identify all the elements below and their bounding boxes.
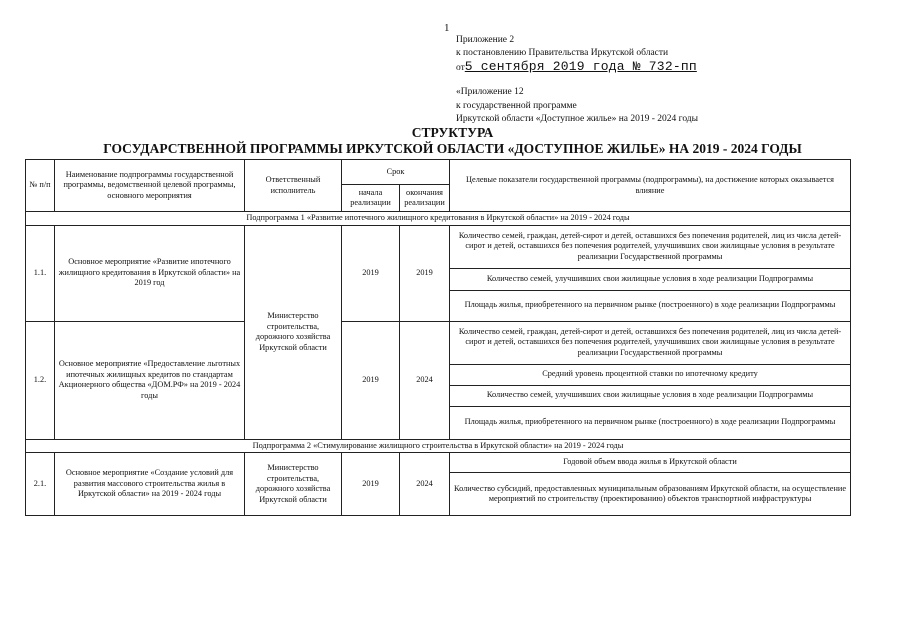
document-title: СТРУКТУРА: [411, 125, 494, 140]
row-1-1-start: 2019: [342, 225, 400, 321]
header-end: окончания реализации: [400, 185, 450, 212]
row-1-2-end: 2024: [400, 321, 450, 439]
row-1-2-indicator-1: Количество семей, граждан, детей-сирот и детей, оставшихся без попечения родителей, лиц из числа детей-сирот и детей, оставшихся без попечения родителей, улучшивших свои жилищные условия в результате реализации Государственной программы: [450, 321, 851, 364]
appendix2-line3: Иркутской области «Доступное жилье» на 2019 - 2024 годы: [456, 114, 699, 124]
table-row: [26, 225, 851, 268]
header-indicators: Целевые показатели государственной программы (подпрограммы), на достижение которых оказывается влияние: [450, 160, 851, 212]
document-subtitle: ГОСУДАРСТВЕННОЙ ПРОГРАММЫ ИРКУТСКОЙ ОБЛАСТИ «ДОСТУПНОЕ ЖИЛЬЕ» НА 2019 - 2024 ГОДЫ: [103, 141, 802, 156]
subprogram-2-title: Подпрограмма 2 «Стимулирование жилищного строительства в Иркутской области» на 2019 - 2024 годы: [26, 439, 851, 453]
row-1-1-indicator-2: Количество семей, улучшивших свои жилищные условия в ходе реализации Подпрограммы: [450, 268, 851, 290]
row-1-2-name: Основное мероприятие «Предоставление льготных ипотечных жилищных кредитов по стандартам Акционерного общества «ДОМ.РФ» на 2019 - 2024 годы: [55, 321, 245, 439]
table-row: [26, 453, 851, 473]
shared-executor: Министерство строительства, дорожного хозяйства Иркутской области: [245, 225, 342, 439]
page-number: 1: [444, 22, 450, 34]
row-1-2-indicator-4: Площадь жилья, приобретенного на первичном рынке (построенного) в ходе реализации Подпрограммы: [450, 406, 851, 439]
row-2-1-start: 2019: [342, 453, 400, 516]
header-start: начала реализации: [342, 185, 400, 212]
row-1-1-name: Основное мероприятие «Развитие ипотечного жилищного кредитования в Иркутской области» на 2019 год: [55, 225, 245, 321]
row-2-1-num: 2.1.: [26, 453, 55, 516]
row-2-1-executor: Министерство строительства, дорожного хозяйства Иркутской области: [245, 453, 342, 516]
row-1-1-end: 2019: [400, 225, 450, 321]
row-2-1-end: 2024: [400, 453, 450, 516]
subprogram-1-title: Подпрограмма 1 «Развитие ипотечного жилищного кредитования в Иркутской области» на 2019 - 2024 годы: [26, 212, 851, 226]
structure-table: [25, 159, 851, 516]
subprogram-row: [26, 212, 851, 226]
row-2-1-indicator-1: Годовой объем ввода жилья в Иркутской области: [450, 453, 851, 473]
header-executor: Ответственный исполнитель: [245, 160, 342, 212]
row-1-2-indicator-3: Количество семей, улучшивших свои жилищные условия в ходе реализации Подпрограммы: [450, 385, 851, 406]
appendix-line2: к постановлению Правительства Иркутской области: [456, 48, 669, 58]
header-name: Наименование подпрограммы государственной программы, ведомственной целевой программы, основного мероприятия: [55, 160, 245, 212]
row-1-1-num: 1.1.: [26, 225, 55, 321]
row-1-2-num: 1.2.: [26, 321, 55, 439]
row-2-1-name: Основное мероприятие «Создание условий для развития массового строительства жилья в Иркутской области» на 2019 - 2024 годы: [55, 453, 245, 516]
row-1-2-indicator-2: Средний уровень процентной ставки по ипотечному кредиту: [450, 364, 851, 385]
table-header-row: [26, 160, 851, 185]
row-1-1-indicator-3: Площадь жилья, приобретенного на первичном рынке (построенного) в ходе реализации Подпрограммы: [450, 290, 851, 321]
subprogram-row: [26, 439, 851, 453]
table-row: [26, 321, 851, 364]
appendix-header-2: [456, 86, 698, 127]
header-term: Срок: [342, 160, 450, 185]
header-num: № п/п: [26, 160, 55, 212]
appendix-date-prefix: от: [456, 63, 465, 73]
appendix2-line2: к государственной программе: [456, 100, 577, 111]
row-1-1-indicator-1: Количество семей, граждан, детей-сирот и детей, оставшихся без попечения родителей, лиц из числа детей-сирот и детей, оставшихся без попечения родителей, улучшивших свои жилищные условия в результате реализации Государственной программы: [450, 225, 851, 268]
appendix-date-line: [456, 60, 697, 75]
appendix2-line1: «Приложение 12: [456, 87, 524, 97]
appendix-line1: Приложение 2: [456, 35, 515, 45]
row-1-2-start: 2019: [342, 321, 400, 439]
row-2-1-indicator-2: Количество субсидий, предоставленных муниципальным образованиям Иркутской области, на осуществление мероприятий по строительству (проектированию) объектов транспортной инфраструктуры: [450, 473, 851, 516]
appendix-date-number: 5 сентября 2019 года № 732-пп: [464, 59, 697, 74]
appendix-header: [456, 34, 697, 75]
